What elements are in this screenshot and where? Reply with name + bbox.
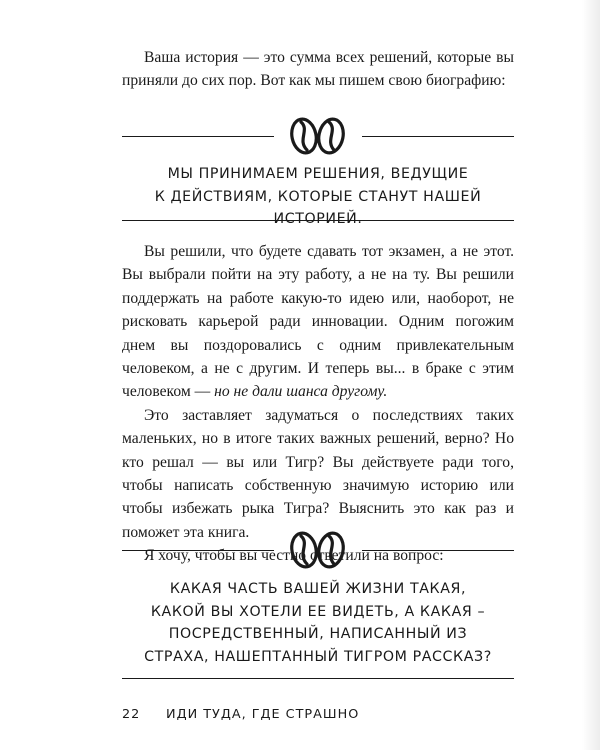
page-edge-shadow bbox=[582, 0, 600, 750]
pull-quote-2 bbox=[122, 578, 514, 668]
divider-line-right bbox=[362, 136, 514, 137]
section-divider-bottom bbox=[122, 530, 514, 570]
pull-quote-2-bottom-rule bbox=[122, 678, 514, 679]
page-number: 22 bbox=[122, 707, 141, 722]
pull-quote-1-line-2: К ДЕЙСТВИЯМ, КОТОРЫЕ СТАНУТ НАШЕЙ ИСТОРИЕЙ. bbox=[154, 188, 482, 227]
pull-quote-1-line-1: МЫ ПРИНИМАЕМ РЕШЕНИЯ, ВЕДУЩИЕ bbox=[167, 166, 469, 182]
body-paragraph-1 bbox=[122, 240, 514, 404]
body-paragraph-2: Это заставляет задуматься о последствиях таких маленьких, но в итоге таких важных решений, верно? Но кто решал — вы или Тигр? Вы действуете ради того, чтобы написать собственную значимую историю или чтобы избежать рыка Тигра? Выяснить это как раз и поможет эта книга. bbox=[122, 406, 514, 541]
section-divider-top bbox=[122, 116, 514, 156]
pull-quote-2-line-2: КАКОЙ ВЫ ХОТЕЛИ ЕЕ ВИДЕТЬ, А КАКАЯ – bbox=[150, 603, 486, 620]
pull-quote-2-line-4: СТРАХА, НАШЕПТАННЫЙ ТИГРОМ РАССКАЗ? bbox=[144, 648, 492, 665]
body-paragraph-3: Я хочу, чтобы вы честно ответили на вопрос: bbox=[144, 547, 444, 565]
intro-paragraph: Ваша история — это сумма всех решений, которые вы приняли до сих пор. Вот как мы пишем свою биографию: bbox=[122, 49, 514, 90]
pull-quote-2-line-3: ПОСРЕДСТВЕННЫЙ, НАПИСАННЫЙ ИЗ bbox=[168, 626, 468, 642]
divider-line-left bbox=[122, 136, 274, 137]
body-text bbox=[122, 240, 514, 568]
pull-quote-1-bottom-rule bbox=[122, 220, 514, 221]
coffee-beans-icon bbox=[282, 116, 354, 156]
divider-line-right bbox=[362, 550, 514, 551]
coffee-beans-icon bbox=[282, 530, 354, 570]
page-footer bbox=[122, 707, 514, 722]
pull-quote-2-line-1: КАКАЯ ЧАСТЬ ВАШЕЙ ЖИЗНИ ТАКАЯ, bbox=[169, 581, 467, 597]
running-title: ИДИ ТУДА, ГДЕ СТРАШНО bbox=[166, 707, 360, 722]
divider-line-left bbox=[122, 550, 274, 551]
body-paragraph-1-italic: но не дали шанса другому. bbox=[214, 383, 388, 401]
body-paragraph-1-text: Вы решили, что будете сдавать тот экзамен, а не этот. Вы выбрали пойти на эту работу, а не на ту. Вы решили поддержать на работе какую-то идею или, наоборот, не рисковать карьерой ради инновации. Одним погожим днем вы поздоровались с одним привлекательным человеком, а не с другим. И теперь вы... в браке с этим человеком — bbox=[122, 243, 514, 401]
